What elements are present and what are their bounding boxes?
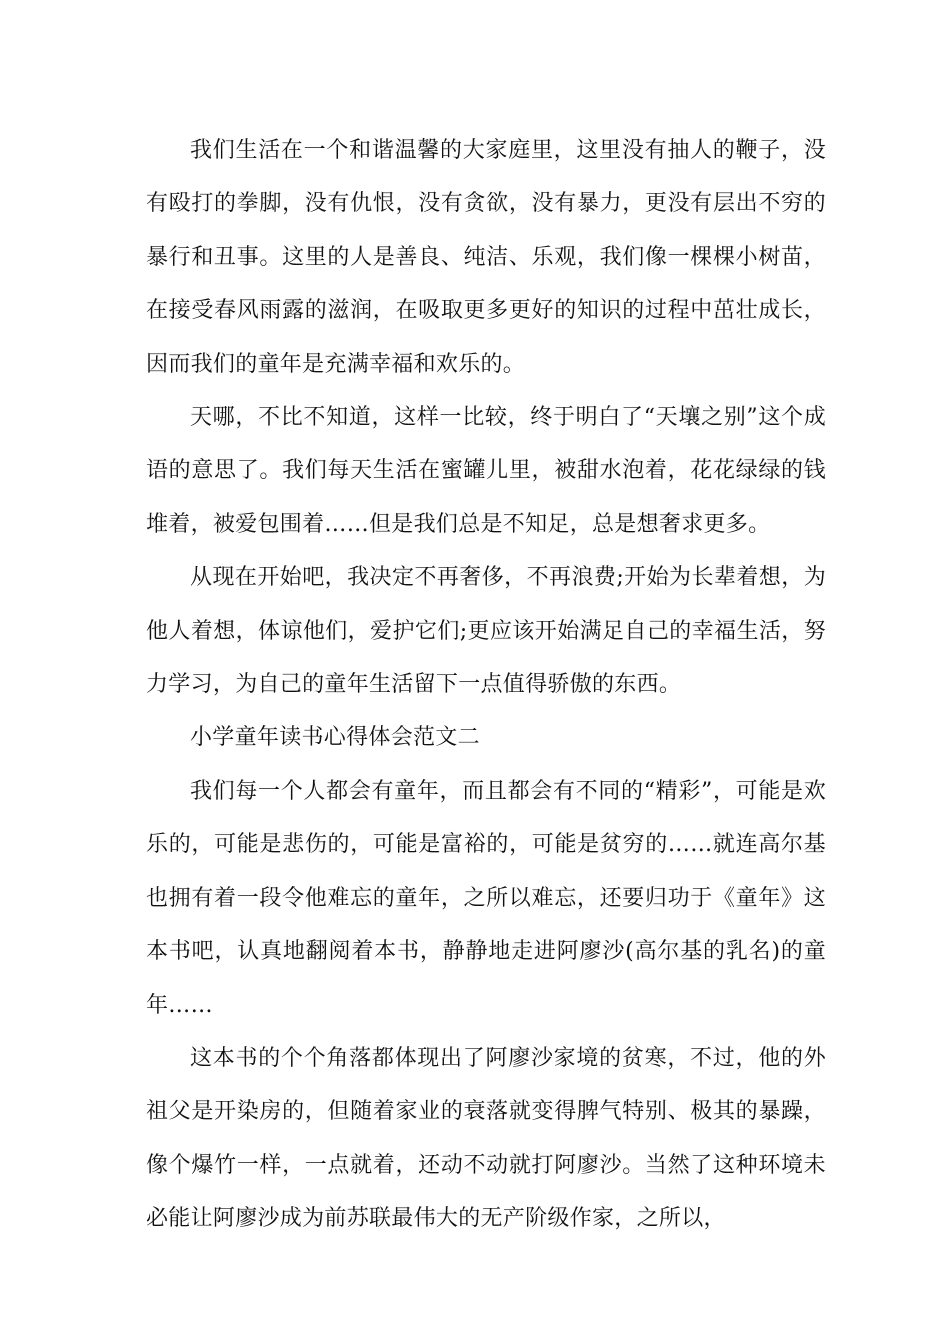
document-body — [146, 124, 826, 1246]
paragraph-happy-childhood: 我们生活在一个和谐温馨的大家庭里，这里没有抽人的鞭子，没有殴打的拳脚，没有仇恨，没有贪欲，没有暴力，更没有层出不穷的暴行和丑事。这里的人是善良、纯洁、乐观，我们像一棵棵小树苗，在接受春风雨露的滋润，在吸取更多更好的知识的过程中茁壮成长，因而我们的童年是充满幸福和欢乐的。 — [146, 138, 826, 377]
paragraph-everyone-childhood: 我们每一个人都会有童年，而且都会有不同的“精彩”，可能是欢乐的，可能是悲伤的，可能是富裕的，可能是贫穷的……就连高尔基也拥有着一段令他难忘的童年，之所以难忘，还要归功于《童年》这本书吧，认真地翻阅着本书，静静地走进阿廖沙(高尔基的乳名)的童年…… — [146, 778, 826, 1018]
paragraph-resolution: 从现在开始吧，我决定不再奢侈，不再浪费;开始为长辈着想，为他人着想，体谅他们，爱护它们;更应该开始满足自己的幸福生活，努力学习，为自己的童年生活留下一点值得骄傲的东西。 — [146, 565, 826, 698]
section-heading: 小学童年读书心得体会范文二 — [190, 725, 480, 751]
paragraph-world-apart: 天哪，不比不知道，这样一比较，终于明白了“天壤之别”这个成语的意思了。我们每天生活在蜜罐儿里，被甜水泡着，花花绿绿的钱堆着，被爱包围着……但是我们总是不知足，总是想奢求更多。 — [146, 405, 826, 537]
paragraph-alyosha-family: 这本书的个个角落都体现出了阿廖沙家境的贫寒，不过，他的外祖父是开染房的，但随着家业的衰落就变得脾气特别、极其的暴躁，像个爆竹一样，一点就着，还动不动就打阿廖沙。当然了这种环境未必能让阿廖沙成为前苏联最伟大的无产阶级作家，之所以， — [146, 1045, 826, 1232]
